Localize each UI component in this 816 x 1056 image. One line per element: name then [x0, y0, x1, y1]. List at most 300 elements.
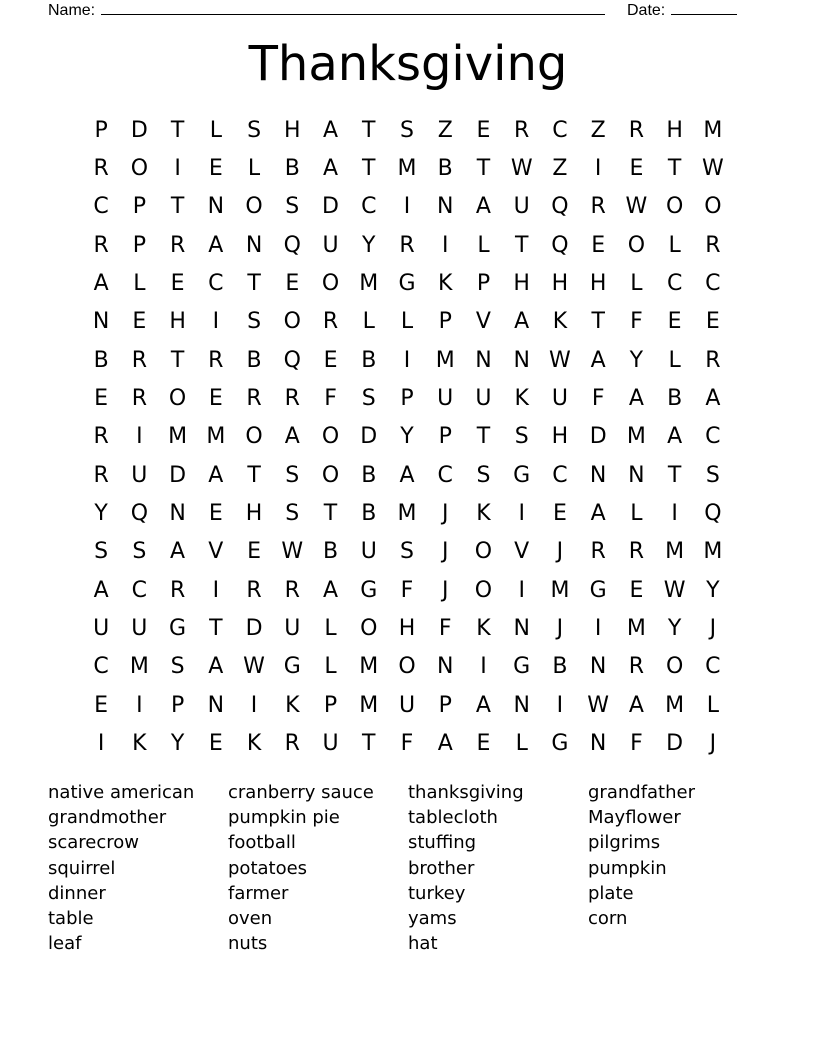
- grid-cell[interactable]: N: [589, 462, 607, 488]
- grid-cell[interactable]: L: [133, 271, 146, 297]
- grid-cell[interactable]: R: [284, 577, 300, 603]
- grid-cell[interactable]: L: [324, 616, 337, 642]
- grid-cell[interactable]: U: [284, 616, 301, 642]
- grid-cell[interactable]: U: [93, 616, 110, 642]
- grid-cell[interactable]: B: [284, 156, 300, 182]
- grid-cell[interactable]: O: [321, 462, 340, 488]
- grid-cell[interactable]: O: [245, 424, 263, 450]
- grid-cell[interactable]: J: [709, 731, 717, 757]
- grid-cell[interactable]: I: [671, 501, 678, 527]
- grid-cell[interactable]: Q: [283, 232, 301, 258]
- grid-cell[interactable]: L: [630, 501, 643, 527]
- grid-cell[interactable]: O: [321, 424, 340, 450]
- grid-cell[interactable]: E: [208, 731, 223, 757]
- grid-cell[interactable]: P: [323, 692, 338, 718]
- grid-cell[interactable]: S: [285, 501, 300, 527]
- grid-cell[interactable]: M: [665, 539, 685, 565]
- grid-cell[interactable]: S: [285, 462, 300, 488]
- grid-cell[interactable]: N: [589, 654, 607, 680]
- grid-cell[interactable]: Q: [130, 501, 149, 527]
- grid-cell[interactable]: N: [513, 616, 530, 642]
- grid-cell[interactable]: A: [208, 462, 224, 488]
- grid-cell[interactable]: H: [589, 271, 607, 297]
- grid-cell[interactable]: J: [441, 501, 449, 527]
- grid-cell[interactable]: R: [208, 347, 224, 373]
- grid-cell[interactable]: J: [441, 539, 449, 565]
- grid-cell[interactable]: S: [400, 539, 414, 565]
- grid-cell[interactable]: I: [556, 692, 564, 718]
- grid-cell[interactable]: A: [322, 156, 339, 182]
- grid-cell[interactable]: S: [132, 539, 147, 565]
- grid-cell[interactable]: L: [630, 271, 643, 297]
- grid-cell[interactable]: Q: [283, 347, 301, 373]
- grid-cell[interactable]: D: [360, 424, 378, 450]
- grid-cell[interactable]: C: [666, 271, 683, 297]
- grid-cell[interactable]: C: [552, 117, 568, 143]
- grid-cell[interactable]: D: [666, 731, 684, 757]
- grid-cell[interactable]: U: [475, 386, 492, 412]
- grid-cell[interactable]: V: [208, 539, 224, 565]
- grid-cell[interactable]: O: [130, 156, 149, 182]
- grid-cell[interactable]: P: [132, 194, 146, 220]
- grid-cell[interactable]: I: [518, 501, 525, 527]
- grid-cell[interactable]: D: [589, 424, 607, 450]
- grid-cell[interactable]: P: [438, 309, 452, 335]
- grid-cell[interactable]: T: [514, 232, 529, 258]
- grid-cell[interactable]: I: [594, 156, 602, 182]
- grid-cell[interactable]: M: [168, 424, 188, 450]
- grid-cell[interactable]: K: [552, 309, 568, 335]
- grid-cell[interactable]: E: [285, 271, 300, 297]
- grid-cell[interactable]: R: [131, 386, 147, 412]
- grid-cell[interactable]: H: [398, 616, 416, 642]
- grid-cell[interactable]: E: [208, 501, 223, 527]
- grid-cell[interactable]: H: [513, 271, 530, 297]
- grid-cell[interactable]: A: [475, 692, 491, 718]
- grid-cell[interactable]: H: [245, 501, 263, 527]
- grid-cell[interactable]: U: [131, 616, 148, 642]
- grid-cell[interactable]: N: [436, 194, 454, 220]
- grid-cell[interactable]: R: [246, 577, 262, 603]
- grid-cell[interactable]: H: [551, 271, 569, 297]
- grid-cell[interactable]: N: [169, 501, 186, 527]
- grid-cell[interactable]: L: [706, 692, 719, 718]
- grid-cell[interactable]: B: [93, 347, 109, 373]
- grid-cell[interactable]: Y: [362, 232, 376, 258]
- grid-cell[interactable]: P: [132, 232, 146, 258]
- grid-cell[interactable]: S: [705, 462, 720, 488]
- grid-cell[interactable]: W: [243, 654, 265, 680]
- grid-cell[interactable]: E: [476, 731, 491, 757]
- name-field[interactable]: [48, 0, 605, 20]
- grid-cell[interactable]: E: [629, 156, 644, 182]
- grid-cell[interactable]: U: [551, 386, 568, 412]
- grid-cell[interactable]: U: [398, 692, 416, 718]
- grid-cell[interactable]: H: [284, 117, 301, 143]
- grid-cell[interactable]: F: [438, 616, 452, 642]
- grid-cell[interactable]: Y: [706, 577, 720, 603]
- grid-cell[interactable]: M: [206, 424, 226, 450]
- grid-cell[interactable]: T: [476, 156, 491, 182]
- grid-cell[interactable]: L: [668, 232, 681, 258]
- grid-cell[interactable]: P: [438, 424, 452, 450]
- grid-cell[interactable]: W: [663, 577, 686, 603]
- grid-cell[interactable]: A: [437, 731, 453, 757]
- grid-cell[interactable]: O: [474, 577, 493, 603]
- grid-cell[interactable]: M: [397, 156, 417, 182]
- grid-cell[interactable]: S: [285, 194, 300, 220]
- grid-cell[interactable]: K: [476, 501, 491, 527]
- grid-cell[interactable]: J: [556, 616, 564, 642]
- word-item: nuts: [228, 933, 268, 955]
- grid-cell[interactable]: Y: [400, 424, 414, 450]
- grid-cell[interactable]: Q: [551, 194, 569, 220]
- grid-cell[interactable]: O: [321, 271, 340, 297]
- grid-cell[interactable]: R: [628, 117, 645, 143]
- grid-cell[interactable]: T: [170, 347, 185, 373]
- grid-cell[interactable]: K: [438, 271, 453, 297]
- grid-cell[interactable]: N: [207, 692, 225, 718]
- grid-cell[interactable]: S: [170, 654, 185, 680]
- grid-cell[interactable]: B: [361, 347, 377, 373]
- grid-cell[interactable]: S: [94, 539, 109, 565]
- grid-cell[interactable]: A: [208, 654, 224, 680]
- grid-cell[interactable]: S: [247, 309, 262, 335]
- grid-cell[interactable]: T: [667, 462, 682, 488]
- grid-cell[interactable]: U: [131, 462, 148, 488]
- grid-cell[interactable]: O: [704, 194, 722, 220]
- grid-cell[interactable]: L: [247, 156, 261, 182]
- grid-cell[interactable]: B: [437, 156, 453, 182]
- grid-cell[interactable]: R: [628, 539, 645, 565]
- grid-cell[interactable]: A: [322, 577, 339, 603]
- grid-cell[interactable]: K: [132, 731, 147, 757]
- grid-cell[interactable]: M: [129, 654, 149, 680]
- grid-cell[interactable]: A: [322, 117, 339, 143]
- grid-cell[interactable]: N: [475, 347, 492, 373]
- grid-cell[interactable]: E: [94, 386, 109, 412]
- grid-cell[interactable]: U: [360, 539, 377, 565]
- grid-cell[interactable]: O: [360, 616, 378, 642]
- word-item: farmer: [228, 882, 289, 904]
- grid-cell[interactable]: B: [322, 539, 339, 565]
- grid-cell[interactable]: M: [359, 692, 379, 718]
- grid-cell[interactable]: Z: [590, 117, 606, 143]
- grid-cell[interactable]: L: [324, 654, 337, 680]
- grid-cell[interactable]: N: [207, 194, 225, 220]
- grid-cell[interactable]: N: [245, 232, 263, 258]
- grid-cell[interactable]: T: [591, 309, 605, 335]
- grid-cell[interactable]: G: [513, 462, 531, 488]
- grid-cell[interactable]: N: [92, 309, 110, 335]
- grid-cell[interactable]: W: [510, 156, 533, 182]
- grid-cell[interactable]: N: [436, 654, 454, 680]
- grid-cell[interactable]: A: [399, 462, 415, 488]
- grid-cell[interactable]: C: [437, 462, 453, 488]
- grid-cell[interactable]: H: [666, 117, 683, 143]
- word-item: Mayflower: [588, 807, 681, 829]
- grid-row: [82, 111, 732, 149]
- grid-cell[interactable]: O: [398, 654, 416, 680]
- grid-cell[interactable]: E: [552, 501, 567, 527]
- grid-cell[interactable]: V: [514, 539, 530, 565]
- grid-cell[interactable]: O: [474, 539, 493, 565]
- grid-cell[interactable]: G: [398, 271, 416, 297]
- grid-cell[interactable]: O: [245, 194, 263, 220]
- word-item: hat: [408, 933, 438, 955]
- grid-cell[interactable]: M: [626, 424, 646, 450]
- grid-cell[interactable]: I: [250, 692, 258, 718]
- grid-cell[interactable]: R: [705, 232, 721, 258]
- grid-cell[interactable]: G: [283, 654, 301, 680]
- grid-cell[interactable]: N: [589, 731, 607, 757]
- grid-cell[interactable]: N: [628, 462, 645, 488]
- grid-cell[interactable]: E: [476, 117, 491, 143]
- grid-cell[interactable]: I: [480, 654, 487, 680]
- grid-cell[interactable]: E: [667, 309, 682, 335]
- grid-cell[interactable]: H: [551, 424, 569, 450]
- grid-cell[interactable]: T: [170, 194, 185, 220]
- grid-cell[interactable]: R: [628, 654, 645, 680]
- grid-cell[interactable]: T: [209, 616, 223, 642]
- grid-cell[interactable]: R: [590, 539, 606, 565]
- grid-cell[interactable]: J: [441, 577, 449, 603]
- grid-cell[interactable]: A: [667, 424, 683, 450]
- grid-cell[interactable]: M: [359, 271, 379, 297]
- grid-cell[interactable]: M: [359, 654, 379, 680]
- grid-cell[interactable]: R: [246, 386, 262, 412]
- grid-cell[interactable]: T: [362, 731, 376, 757]
- word-item: turkey: [408, 882, 466, 904]
- grid-cell[interactable]: P: [94, 117, 108, 143]
- grid-cell[interactable]: W: [625, 194, 648, 220]
- grid-cell[interactable]: F: [630, 309, 643, 335]
- grid-cell[interactable]: A: [514, 309, 530, 335]
- grid-cell[interactable]: J: [709, 616, 717, 642]
- grid-cell[interactable]: R: [93, 232, 109, 258]
- grid-cell[interactable]: M: [665, 692, 685, 718]
- grid-cell[interactable]: E: [323, 347, 338, 373]
- grid-cell[interactable]: A: [208, 232, 224, 258]
- grid-cell[interactable]: S: [476, 462, 491, 488]
- grid-cell[interactable]: R: [93, 424, 109, 450]
- grid-cell[interactable]: I: [518, 577, 525, 603]
- grid-cell[interactable]: A: [284, 424, 300, 450]
- grid-cell[interactable]: R: [93, 156, 109, 182]
- grid-cell[interactable]: E: [132, 309, 147, 335]
- grid-cell[interactable]: F: [630, 731, 643, 757]
- grid-cell[interactable]: P: [438, 692, 452, 718]
- grid-cell[interactable]: T: [247, 462, 261, 488]
- grid-cell[interactable]: I: [97, 731, 105, 757]
- grid-cell[interactable]: S: [400, 117, 414, 143]
- grid-cell[interactable]: J: [556, 539, 564, 565]
- grid-cell[interactable]: E: [705, 309, 720, 335]
- grid-cell[interactable]: S: [361, 386, 376, 412]
- grid-cell[interactable]: C: [131, 577, 148, 603]
- grid-cell[interactable]: L: [209, 117, 222, 143]
- date-field[interactable]: [627, 0, 737, 20]
- grid-cell[interactable]: I: [403, 347, 411, 373]
- grid-cell[interactable]: I: [212, 309, 220, 335]
- grid-cell[interactable]: A: [628, 386, 644, 412]
- grid-cell[interactable]: N: [513, 692, 530, 718]
- grid-cell[interactable]: N: [513, 347, 530, 373]
- grid-cell[interactable]: W: [549, 347, 571, 373]
- word-item: corn: [588, 908, 628, 930]
- grid-cell[interactable]: K: [514, 386, 529, 412]
- grid-cell[interactable]: T: [170, 117, 185, 143]
- grid-cell[interactable]: I: [136, 692, 143, 718]
- grid-cell[interactable]: P: [170, 692, 185, 718]
- grid-cell[interactable]: I: [594, 616, 602, 642]
- grid-cell[interactable]: E: [591, 232, 606, 258]
- grid-cell[interactable]: A: [475, 194, 491, 220]
- grid-cell[interactable]: L: [400, 309, 414, 335]
- grid-cell[interactable]: G: [360, 577, 378, 603]
- grid-cell[interactable]: B: [246, 347, 262, 373]
- grid-cell[interactable]: W: [587, 692, 610, 718]
- grid-cell[interactable]: B: [667, 386, 683, 412]
- grid-cell[interactable]: I: [174, 156, 181, 182]
- grid-cell[interactable]: K: [246, 731, 262, 757]
- grid-cell[interactable]: T: [667, 156, 682, 182]
- grid-cell[interactable]: W: [281, 539, 304, 565]
- grid-cell[interactable]: L: [668, 347, 681, 373]
- grid-row: [82, 418, 732, 456]
- grid-cell[interactable]: R: [93, 462, 109, 488]
- grid-cell[interactable]: I: [403, 194, 411, 220]
- grid-cell[interactable]: E: [94, 692, 109, 718]
- grid-cell[interactable]: A: [93, 577, 109, 603]
- grid-cell[interactable]: B: [361, 462, 377, 488]
- grid-cell[interactable]: Q: [704, 501, 722, 527]
- grid-cell[interactable]: D: [245, 616, 263, 642]
- grid-cell[interactable]: C: [552, 462, 568, 488]
- grid-cell[interactable]: E: [629, 577, 644, 603]
- grid-cell[interactable]: E: [170, 271, 185, 297]
- grid-cell[interactable]: C: [93, 654, 109, 680]
- grid-cell[interactable]: W: [701, 156, 724, 182]
- grid-cell[interactable]: S: [514, 424, 529, 450]
- grid-cell[interactable]: R: [169, 577, 186, 603]
- grid-cell[interactable]: M: [626, 616, 646, 642]
- grid-cell[interactable]: K: [285, 692, 300, 718]
- grid-cell[interactable]: O: [665, 654, 684, 680]
- grid-cell[interactable]: G: [589, 577, 607, 603]
- grid-cell[interactable]: E: [247, 539, 261, 565]
- grid-cell[interactable]: Y: [667, 616, 682, 642]
- grid-cell[interactable]: D: [322, 194, 339, 220]
- grid-cell[interactable]: Z: [437, 117, 453, 143]
- grid-cell[interactable]: R: [131, 347, 147, 373]
- grid-cell[interactable]: K: [476, 616, 491, 642]
- grid-cell[interactable]: Y: [170, 731, 185, 757]
- grid-cell[interactable]: O: [283, 309, 301, 335]
- grid-cell[interactable]: A: [590, 501, 606, 527]
- grid-cell[interactable]: M: [550, 577, 570, 603]
- grid-cell[interactable]: G: [551, 731, 569, 757]
- grid-cell[interactable]: O: [665, 194, 684, 220]
- grid-cell[interactable]: M: [435, 347, 455, 373]
- grid-cell[interactable]: G: [169, 616, 187, 642]
- grid-cell[interactable]: R: [514, 117, 530, 143]
- grid-cell[interactable]: U: [322, 731, 339, 757]
- grid-cell[interactable]: C: [361, 194, 377, 220]
- grid-cell[interactable]: R: [284, 731, 300, 757]
- grid-cell[interactable]: C: [705, 654, 721, 680]
- grid-cell[interactable]: R: [399, 232, 415, 258]
- grid-cell[interactable]: A: [590, 347, 606, 373]
- grid-cell[interactable]: G: [513, 654, 531, 680]
- grid-cell[interactable]: P: [400, 386, 414, 412]
- grid-cell[interactable]: Y: [94, 501, 108, 527]
- grid-cell[interactable]: V: [475, 309, 491, 335]
- grid-cell[interactable]: T: [362, 156, 376, 182]
- grid-cell[interactable]: L: [515, 731, 528, 757]
- grid-cell[interactable]: M: [397, 501, 417, 527]
- grid-cell[interactable]: P: [476, 271, 491, 297]
- grid-cell[interactable]: U: [437, 386, 454, 412]
- grid-cell[interactable]: T: [247, 271, 261, 297]
- grid-cell[interactable]: A: [170, 539, 186, 565]
- grid-cell[interactable]: C: [705, 271, 721, 297]
- grid-cell[interactable]: O: [168, 386, 187, 412]
- grid-cell[interactable]: L: [477, 232, 490, 258]
- grid-cell[interactable]: A: [705, 386, 721, 412]
- grid-cell[interactable]: F: [591, 386, 605, 412]
- grid-cell[interactable]: Z: [552, 156, 568, 182]
- grid-cell[interactable]: S: [247, 117, 262, 143]
- grid-cell[interactable]: T: [362, 117, 376, 143]
- grid-cell[interactable]: A: [628, 692, 644, 718]
- grid-cell[interactable]: C: [705, 424, 721, 450]
- grid-cell[interactable]: U: [322, 232, 339, 258]
- grid-cell[interactable]: U: [513, 194, 530, 220]
- grid-cell[interactable]: Y: [629, 347, 644, 373]
- grid-cell[interactable]: E: [208, 156, 223, 182]
- grid-cell[interactable]: R: [169, 232, 186, 258]
- grid-cell[interactable]: F: [400, 577, 414, 603]
- grid-cell[interactable]: O: [627, 232, 646, 258]
- grid-cell[interactable]: L: [362, 309, 375, 335]
- grid-cell[interactable]: D: [130, 117, 148, 143]
- grid-cell[interactable]: M: [703, 117, 723, 143]
- grid-cell[interactable]: F: [324, 386, 337, 412]
- grid-cell[interactable]: Q: [551, 232, 569, 258]
- grid-cell[interactable]: D: [169, 462, 187, 488]
- grid-cell[interactable]: I: [212, 577, 220, 603]
- grid-cell[interactable]: M: [703, 539, 723, 565]
- grid-cell[interactable]: I: [441, 232, 449, 258]
- grid-cell[interactable]: C: [208, 271, 224, 297]
- grid-cell[interactable]: E: [208, 386, 223, 412]
- grid-cell[interactable]: T: [323, 501, 338, 527]
- grid-cell[interactable]: A: [93, 271, 109, 297]
- grid-cell[interactable]: T: [476, 424, 491, 450]
- grid-cell[interactable]: R: [705, 347, 721, 373]
- grid-cell[interactable]: C: [93, 194, 109, 220]
- grid-cell[interactable]: B: [361, 501, 377, 527]
- grid-cell[interactable]: R: [284, 386, 300, 412]
- grid-cell[interactable]: H: [169, 309, 186, 335]
- grid-cell[interactable]: R: [322, 309, 339, 335]
- grid-cell[interactable]: F: [400, 731, 414, 757]
- grid-cell[interactable]: B: [552, 654, 568, 680]
- header-line: [0, 0, 816, 20]
- grid-cell[interactable]: I: [136, 424, 143, 450]
- grid-cell[interactable]: R: [590, 194, 606, 220]
